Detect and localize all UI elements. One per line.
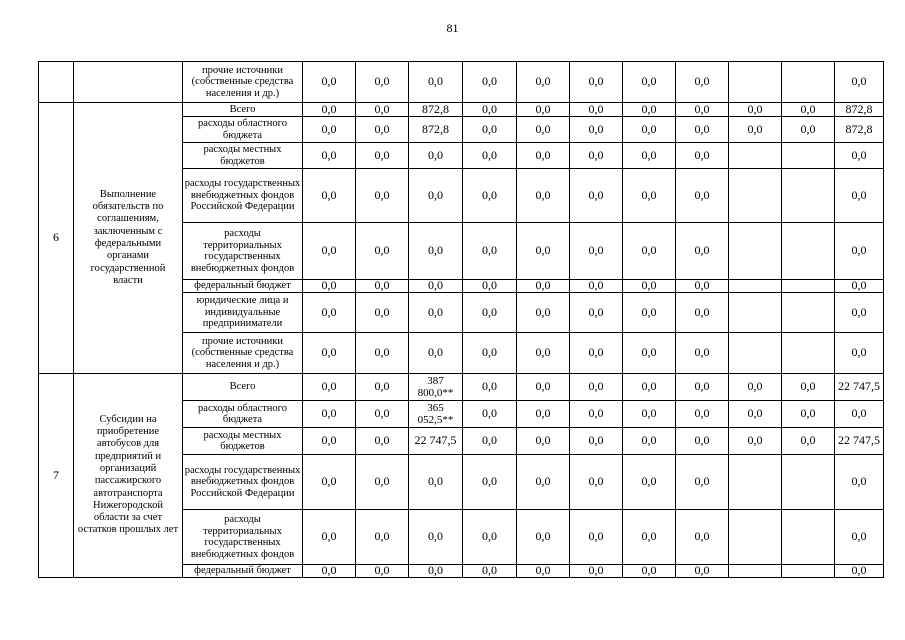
value-cell: 0,0: [570, 143, 623, 169]
value-cell: 0,0: [570, 103, 623, 117]
budget-table: [38, 61, 884, 578]
value-cell: 0,0: [676, 103, 729, 117]
value-cell: 0,0: [463, 293, 517, 333]
value-cell: [729, 565, 782, 578]
value-cell: 0,0: [623, 103, 676, 117]
funding-source-cell: расходы местных бюджетов: [183, 428, 303, 455]
value-cell: 0,0: [463, 223, 517, 280]
value-cell: 0,0: [623, 117, 676, 143]
value-cell: 0,0: [835, 455, 884, 510]
value-cell: 0,0: [729, 117, 782, 143]
value-cell: [782, 169, 835, 223]
value-cell: 0,0: [623, 401, 676, 428]
value-cell: 0,0: [782, 401, 835, 428]
funding-source-cell: федеральный бюджет: [183, 280, 303, 293]
value-cell: 0,0: [303, 565, 356, 578]
funding-source-cell: прочие источники (собственные средства населения и др.): [183, 62, 303, 103]
value-cell: 0,0: [623, 143, 676, 169]
value-cell: 0,0: [356, 62, 409, 103]
value-cell: 0,0: [409, 510, 463, 565]
value-cell: 0,0: [676, 169, 729, 223]
row-number-cell: 6: [39, 103, 74, 374]
value-cell: 0,0: [303, 510, 356, 565]
value-cell: 0,0: [623, 374, 676, 401]
value-cell: 0,0: [570, 223, 623, 280]
value-cell: 0,0: [463, 280, 517, 293]
value-cell: [782, 510, 835, 565]
value-cell: 0,0: [517, 223, 570, 280]
value-cell: 0,0: [356, 293, 409, 333]
value-cell: 0,0: [409, 169, 463, 223]
value-cell: 0,0: [835, 169, 884, 223]
value-cell: 0,0: [835, 280, 884, 293]
funding-source-cell: расходы областного бюджета: [183, 117, 303, 143]
value-cell: 0,0: [517, 143, 570, 169]
value-cell: 0,0: [570, 455, 623, 510]
value-cell: 0,0: [356, 143, 409, 169]
value-cell: 0,0: [676, 401, 729, 428]
page-number: 81: [446, 21, 459, 35]
funding-source-cell: расходы государственных внебюджетных фондов Российской Федерации: [183, 455, 303, 510]
value-cell: [729, 143, 782, 169]
value-cell: 0,0: [676, 143, 729, 169]
funding-source-cell: Всего: [183, 103, 303, 117]
value-cell: 0,0: [570, 62, 623, 103]
value-cell: 0,0: [356, 169, 409, 223]
value-cell: [782, 280, 835, 293]
value-cell: 0,0: [517, 62, 570, 103]
value-cell: 0,0: [782, 103, 835, 117]
value-cell: 0,0: [356, 280, 409, 293]
value-cell: 0,0: [463, 428, 517, 455]
value-cell: 0,0: [729, 374, 782, 401]
value-cell: 0,0: [517, 293, 570, 333]
value-cell: 0,0: [356, 374, 409, 401]
value-cell: 0,0: [303, 169, 356, 223]
event-description-cell: Субсидии на приобретение автобусов для предприятий и организаций пассажирского автотранспорта Нижегородской области за счет остатков прошлых лет: [74, 374, 183, 578]
value-cell: 0,0: [676, 565, 729, 578]
funding-source-cell: расходы территориальных государственных внебюджетных фондов: [183, 510, 303, 565]
value-cell: 0,0: [409, 280, 463, 293]
value-cell: 0,0: [517, 455, 570, 510]
funding-source-cell: Всего: [183, 374, 303, 401]
value-cell: [782, 333, 835, 374]
value-cell: 22 747,5: [409, 428, 463, 455]
value-cell: 387 800,0**: [409, 374, 463, 401]
table-row: [39, 103, 884, 117]
value-cell: 0,0: [729, 401, 782, 428]
funding-source-cell: федеральный бюджет: [183, 565, 303, 578]
value-cell: 0,0: [623, 293, 676, 333]
value-cell: 0,0: [835, 401, 884, 428]
value-cell: 0,0: [517, 333, 570, 374]
value-cell: 0,0: [303, 280, 356, 293]
value-cell: 0,0: [356, 428, 409, 455]
value-cell: [729, 169, 782, 223]
value-cell: [729, 293, 782, 333]
funding-source-cell: юридические лица и индивидуальные предприниматели: [183, 293, 303, 333]
value-cell: [782, 143, 835, 169]
value-cell: 0,0: [303, 103, 356, 117]
value-cell: [782, 565, 835, 578]
value-cell: [782, 62, 835, 103]
value-cell: [729, 333, 782, 374]
value-cell: 0,0: [517, 374, 570, 401]
value-cell: 0,0: [463, 510, 517, 565]
value-cell: 0,0: [303, 143, 356, 169]
value-cell: 0,0: [356, 455, 409, 510]
value-cell: 0,0: [303, 293, 356, 333]
value-cell: 0,0: [676, 117, 729, 143]
value-cell: 0,0: [676, 62, 729, 103]
value-cell: 0,0: [517, 169, 570, 223]
value-cell: 0,0: [303, 455, 356, 510]
value-cell: 0,0: [409, 565, 463, 578]
value-cell: 0,0: [729, 428, 782, 455]
table-row: [39, 62, 884, 103]
value-cell: 0,0: [463, 143, 517, 169]
value-cell: 0,0: [517, 510, 570, 565]
value-cell: 22 747,5: [835, 428, 884, 455]
value-cell: 0,0: [356, 333, 409, 374]
value-cell: 0,0: [623, 223, 676, 280]
value-cell: 0,0: [623, 428, 676, 455]
value-cell: 0,0: [409, 293, 463, 333]
value-cell: 0,0: [303, 374, 356, 401]
value-cell: [729, 455, 782, 510]
value-cell: 0,0: [303, 428, 356, 455]
value-cell: 872,8: [835, 117, 884, 143]
funding-source-cell: расходы местных бюджетов: [183, 143, 303, 169]
value-cell: [729, 280, 782, 293]
value-cell: 22 747,5: [835, 374, 884, 401]
value-cell: 0,0: [676, 223, 729, 280]
value-cell: 0,0: [835, 565, 884, 578]
value-cell: 0,0: [676, 455, 729, 510]
value-cell: 872,8: [409, 117, 463, 143]
value-cell: 0,0: [835, 293, 884, 333]
value-cell: 0,0: [782, 374, 835, 401]
value-cell: 0,0: [356, 510, 409, 565]
value-cell: 0,0: [623, 169, 676, 223]
value-cell: 0,0: [463, 117, 517, 143]
value-cell: [729, 62, 782, 103]
value-cell: 0,0: [782, 117, 835, 143]
value-cell: 0,0: [570, 428, 623, 455]
value-cell: 0,0: [356, 223, 409, 280]
value-cell: 0,0: [676, 293, 729, 333]
value-cell: 872,8: [835, 103, 884, 117]
value-cell: 0,0: [623, 510, 676, 565]
value-cell: [729, 510, 782, 565]
table-row: [39, 374, 884, 401]
value-cell: 0,0: [517, 565, 570, 578]
value-cell: 0,0: [782, 428, 835, 455]
funding-source-cell: расходы государственных внебюджетных фондов Российской Федерации: [183, 169, 303, 223]
value-cell: 0,0: [463, 374, 517, 401]
value-cell: 0,0: [676, 374, 729, 401]
value-cell: 0,0: [409, 455, 463, 510]
value-cell: 365 052,5**: [409, 401, 463, 428]
value-cell: 0,0: [623, 565, 676, 578]
value-cell: [782, 455, 835, 510]
value-cell: 0,0: [409, 223, 463, 280]
value-cell: 0,0: [463, 565, 517, 578]
value-cell: 0,0: [570, 117, 623, 143]
value-cell: 0,0: [835, 510, 884, 565]
value-cell: 0,0: [303, 117, 356, 143]
funding-source-cell: расходы территориальных государственных внебюджетных фондов: [183, 223, 303, 280]
value-cell: 0,0: [676, 428, 729, 455]
value-cell: 0,0: [517, 117, 570, 143]
value-cell: 0,0: [676, 510, 729, 565]
table-body: [39, 62, 884, 578]
value-cell: 0,0: [409, 62, 463, 103]
value-cell: 0,0: [623, 455, 676, 510]
value-cell: 0,0: [570, 565, 623, 578]
value-cell: 0,0: [356, 401, 409, 428]
value-cell: 872,8: [409, 103, 463, 117]
value-cell: 0,0: [303, 401, 356, 428]
value-cell: 0,0: [835, 333, 884, 374]
value-cell: 0,0: [676, 333, 729, 374]
value-cell: 0,0: [356, 103, 409, 117]
value-cell: 0,0: [517, 428, 570, 455]
value-cell: 0,0: [303, 333, 356, 374]
value-cell: 0,0: [570, 333, 623, 374]
value-cell: 0,0: [570, 280, 623, 293]
funding-source-cell: прочие источники (собственные средства населения и др.): [183, 333, 303, 374]
value-cell: 0,0: [463, 333, 517, 374]
value-cell: [782, 223, 835, 280]
value-cell: 0,0: [623, 62, 676, 103]
value-cell: 0,0: [835, 62, 884, 103]
value-cell: 0,0: [303, 223, 356, 280]
value-cell: 0,0: [517, 280, 570, 293]
value-cell: 0,0: [623, 333, 676, 374]
value-cell: 0,0: [835, 223, 884, 280]
value-cell: 0,0: [517, 103, 570, 117]
value-cell: 0,0: [409, 143, 463, 169]
value-cell: 0,0: [463, 169, 517, 223]
value-cell: 0,0: [303, 62, 356, 103]
row-number-cell: [39, 62, 74, 103]
row-number-cell: 7: [39, 374, 74, 578]
value-cell: 0,0: [356, 117, 409, 143]
event-description-cell: [74, 62, 183, 103]
value-cell: 0,0: [570, 169, 623, 223]
value-cell: 0,0: [570, 293, 623, 333]
funding-source-cell: расходы областного бюджета: [183, 401, 303, 428]
value-cell: 0,0: [463, 103, 517, 117]
value-cell: 0,0: [570, 510, 623, 565]
value-cell: 0,0: [835, 143, 884, 169]
value-cell: 0,0: [676, 280, 729, 293]
value-cell: 0,0: [623, 280, 676, 293]
value-cell: 0,0: [570, 374, 623, 401]
value-cell: 0,0: [463, 455, 517, 510]
value-cell: 0,0: [463, 401, 517, 428]
value-cell: 0,0: [729, 103, 782, 117]
value-cell: 0,0: [409, 333, 463, 374]
value-cell: [729, 223, 782, 280]
value-cell: [782, 293, 835, 333]
value-cell: 0,0: [570, 401, 623, 428]
event-description-cell: Выполнение обязательств по соглашениям, заключенным с федеральными органами государственной власти: [74, 103, 183, 374]
value-cell: 0,0: [517, 401, 570, 428]
value-cell: 0,0: [463, 62, 517, 103]
value-cell: 0,0: [356, 565, 409, 578]
